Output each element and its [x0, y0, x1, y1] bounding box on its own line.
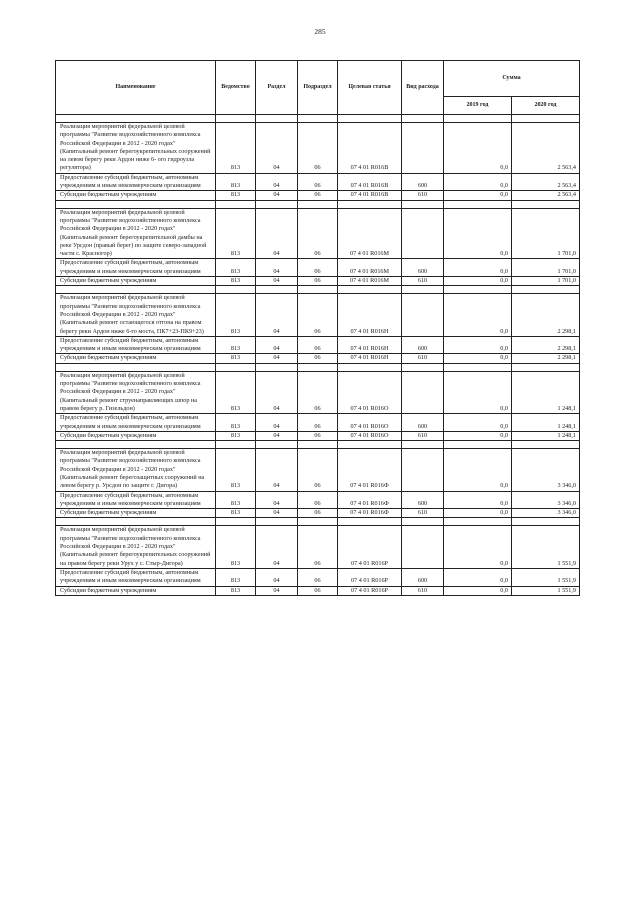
cell-2020: 2 563,4 — [512, 191, 580, 200]
spacer-cell — [56, 441, 216, 449]
cell-subsection: 06 — [298, 294, 338, 336]
table-row — [56, 294, 580, 336]
cell-2020: 1 701,0 — [512, 208, 580, 259]
table-body — [56, 115, 580, 596]
spacer-cell — [256, 115, 298, 123]
table-row — [56, 586, 580, 595]
spacer-cell — [216, 286, 256, 294]
table-row — [56, 414, 580, 432]
cell-expense-type: 600 — [402, 491, 444, 509]
cell-ministry: 813 — [216, 208, 256, 259]
header-subsection: Подраздел — [298, 61, 338, 115]
cell-section: 04 — [256, 191, 298, 200]
cell-expense-type: 610 — [402, 191, 444, 200]
cell-2019: 0,0 — [444, 449, 512, 491]
cell-ministry: 813 — [216, 354, 256, 363]
cell-target: 07 4 01 R016М — [338, 259, 402, 277]
cell-section: 04 — [256, 568, 298, 586]
cell-ministry: 813 — [216, 526, 256, 568]
cell-target: 07 4 01 R016О — [338, 371, 402, 413]
cell-2020: 3 346,0 — [512, 449, 580, 491]
cell-2019: 0,0 — [444, 259, 512, 277]
cell-name: Субсидии бюджетным учреждениям — [56, 277, 216, 286]
cell-subsection: 06 — [298, 336, 338, 354]
spacer-cell — [444, 115, 512, 123]
cell-2019: 0,0 — [444, 191, 512, 200]
cell-name: Субсидии бюджетным учреждениям — [56, 431, 216, 440]
table-header — [56, 61, 580, 115]
cell-ministry: 813 — [216, 491, 256, 509]
spacer-cell — [402, 441, 444, 449]
spacer-cell — [402, 363, 444, 371]
cell-2019: 0,0 — [444, 586, 512, 595]
cell-subsection: 06 — [298, 259, 338, 277]
cell-subsection: 06 — [298, 208, 338, 259]
spacer-row — [56, 441, 580, 449]
spacer-cell — [256, 286, 298, 294]
spacer-row — [56, 363, 580, 371]
header-section: Раздел — [256, 61, 298, 115]
spacer-cell — [298, 286, 338, 294]
cell-section: 04 — [256, 526, 298, 568]
table-row — [56, 173, 580, 191]
cell-subsection: 06 — [298, 449, 338, 491]
spacer-cell — [338, 286, 402, 294]
cell-target: 07 4 01 R016Р — [338, 586, 402, 595]
table-row — [56, 259, 580, 277]
cell-name: Предоставление субсидий бюджетным, автономным учреждениям и иным некоммерческим организациям — [56, 491, 216, 509]
cell-subsection: 06 — [298, 414, 338, 432]
cell-ministry: 813 — [216, 431, 256, 440]
cell-ministry: 813 — [216, 449, 256, 491]
cell-expense-type — [402, 371, 444, 413]
spacer-cell — [56, 200, 216, 208]
spacer-row — [56, 518, 580, 526]
cell-2020: 1 248,1 — [512, 431, 580, 440]
spacer-cell — [56, 115, 216, 123]
header-year-2020: 2020 год — [512, 97, 580, 115]
spacer-cell — [216, 200, 256, 208]
cell-target: 07 4 01 R016Ф — [338, 491, 402, 509]
spacer-cell — [512, 286, 580, 294]
cell-2019: 0,0 — [444, 491, 512, 509]
cell-2019: 0,0 — [444, 526, 512, 568]
cell-target: 07 4 01 R016Р — [338, 568, 402, 586]
cell-name: Субсидии бюджетным учреждениям — [56, 354, 216, 363]
header-year-2019: 2019 год — [444, 97, 512, 115]
cell-target: 07 4 01 R016В — [338, 123, 402, 174]
spacer-cell — [338, 441, 402, 449]
spacer-cell — [216, 115, 256, 123]
cell-name: Субсидии бюджетным учреждениям — [56, 191, 216, 200]
cell-subsection: 06 — [298, 509, 338, 518]
cell-expense-type: 610 — [402, 431, 444, 440]
cell-target: 07 4 01 R016Н — [338, 336, 402, 354]
cell-target: 07 4 01 R016Н — [338, 294, 402, 336]
spacer-cell — [256, 363, 298, 371]
cell-subsection: 06 — [298, 173, 338, 191]
spacer-cell — [444, 518, 512, 526]
cell-section: 04 — [256, 123, 298, 174]
cell-section: 04 — [256, 208, 298, 259]
cell-target: 07 4 01 R016Ф — [338, 509, 402, 518]
spacer-cell — [298, 518, 338, 526]
table-row — [56, 336, 580, 354]
spacer-cell — [512, 200, 580, 208]
cell-expense-type: 610 — [402, 277, 444, 286]
cell-subsection: 06 — [298, 568, 338, 586]
cell-2020: 2 563,4 — [512, 173, 580, 191]
cell-2020: 1 701,0 — [512, 277, 580, 286]
table-row — [56, 371, 580, 413]
table-row — [56, 123, 580, 174]
cell-subsection: 06 — [298, 123, 338, 174]
cell-2019: 0,0 — [444, 123, 512, 174]
page-number: 285 — [314, 27, 326, 36]
spacer-cell — [512, 115, 580, 123]
cell-2020: 3 346,0 — [512, 491, 580, 509]
cell-section: 04 — [256, 491, 298, 509]
table-row — [56, 509, 580, 518]
cell-2020: 2 298,1 — [512, 354, 580, 363]
header-ministry: Ведомство — [216, 61, 256, 115]
spacer-cell — [56, 286, 216, 294]
cell-2019: 0,0 — [444, 277, 512, 286]
spacer-cell — [338, 363, 402, 371]
cell-section: 04 — [256, 354, 298, 363]
cell-section: 04 — [256, 173, 298, 191]
spacer-cell — [444, 441, 512, 449]
spacer-row — [56, 200, 580, 208]
spacer-cell — [402, 286, 444, 294]
cell-expense-type — [402, 294, 444, 336]
cell-ministry: 813 — [216, 568, 256, 586]
spacer-row — [56, 115, 580, 123]
table-row — [56, 491, 580, 509]
cell-name: Предоставление субсидий бюджетным, автономным учреждениям и иным некоммерческим организациям — [56, 336, 216, 354]
spacer-cell — [338, 200, 402, 208]
cell-name: Предоставление субсидий бюджетным, автономным учреждениям и иным некоммерческим организациям — [56, 414, 216, 432]
cell-expense-type — [402, 449, 444, 491]
header-target: Целевая статья — [338, 61, 402, 115]
table-row — [56, 208, 580, 259]
cell-section: 04 — [256, 431, 298, 440]
cell-2020: 1 551,9 — [512, 568, 580, 586]
cell-2020: 1 551,9 — [512, 526, 580, 568]
cell-ministry: 813 — [216, 414, 256, 432]
cell-ministry: 813 — [216, 173, 256, 191]
spacer-cell — [338, 518, 402, 526]
cell-2019: 0,0 — [444, 371, 512, 413]
cell-2020: 1 248,1 — [512, 414, 580, 432]
spacer-cell — [444, 363, 512, 371]
cell-subsection: 06 — [298, 491, 338, 509]
cell-2020: 2 563,4 — [512, 123, 580, 174]
cell-target: 07 4 01 R016В — [338, 191, 402, 200]
cell-section: 04 — [256, 336, 298, 354]
cell-subsection: 06 — [298, 526, 338, 568]
cell-section: 04 — [256, 277, 298, 286]
cell-name: Реализация мероприятий федеральной целевой программы "Развитие водохозяйственного комплекса Российской Федерации в 2012 - 2020 годах" (Капитальный ремонт берегоукрепительных сооружений на левом берегу реки Ардон ниже 6- ого гидроузла регулятора) — [56, 123, 216, 174]
table-row — [56, 449, 580, 491]
cell-ministry: 813 — [216, 191, 256, 200]
spacer-cell — [402, 200, 444, 208]
cell-section: 04 — [256, 414, 298, 432]
cell-target: 07 4 01 R016О — [338, 414, 402, 432]
budget-table — [55, 60, 580, 596]
cell-2020: 1 701,0 — [512, 259, 580, 277]
spacer-cell — [512, 363, 580, 371]
cell-subsection: 06 — [298, 354, 338, 363]
cell-name: Предоставление субсидий бюджетным, автономным учреждениям и иным некоммерческим организациям — [56, 173, 216, 191]
cell-section: 04 — [256, 294, 298, 336]
cell-2019: 0,0 — [444, 294, 512, 336]
cell-2019: 0,0 — [444, 431, 512, 440]
cell-ministry: 813 — [216, 371, 256, 413]
cell-subsection: 06 — [298, 371, 338, 413]
cell-ministry: 813 — [216, 294, 256, 336]
cell-ministry: 813 — [216, 586, 256, 595]
header-sum: Сумма — [444, 61, 580, 97]
cell-ministry: 813 — [216, 259, 256, 277]
spacer-cell — [256, 518, 298, 526]
cell-2020: 2 298,1 — [512, 336, 580, 354]
cell-ministry: 813 — [216, 123, 256, 174]
cell-expense-type: 600 — [402, 336, 444, 354]
spacer-cell — [402, 518, 444, 526]
cell-target: 07 4 01 R016Н — [338, 354, 402, 363]
table-row — [56, 277, 580, 286]
header-name: Наименование — [56, 61, 216, 115]
cell-expense-type: 600 — [402, 414, 444, 432]
spacer-cell — [298, 363, 338, 371]
cell-expense-type: 610 — [402, 354, 444, 363]
cell-ministry: 813 — [216, 277, 256, 286]
cell-2019: 0,0 — [444, 173, 512, 191]
table-row — [56, 354, 580, 363]
cell-expense-type: 600 — [402, 173, 444, 191]
spacer-cell — [256, 200, 298, 208]
cell-section: 04 — [256, 449, 298, 491]
cell-section: 04 — [256, 509, 298, 518]
spacer-cell — [216, 518, 256, 526]
cell-expense-type: 610 — [402, 509, 444, 518]
cell-name: Реализация мероприятий федеральной целевой программы "Развитие водохозяйственного комплекса Российской Федерации в 2012 - 2020 годах" (Капитальный ремонт берегоукрепительной дамбы на реке Урсдон (правый берег) по защите северо-западной части с. Красногор) — [56, 208, 216, 259]
cell-ministry: 813 — [216, 509, 256, 518]
cell-section: 04 — [256, 586, 298, 595]
cell-expense-type: 600 — [402, 259, 444, 277]
header-expense-type: Вид расхода — [402, 61, 444, 115]
cell-2020: 2 298,1 — [512, 294, 580, 336]
cell-2019: 0,0 — [444, 336, 512, 354]
cell-expense-type — [402, 208, 444, 259]
cell-target: 07 4 01 R016О — [338, 431, 402, 440]
cell-target: 07 4 01 R016М — [338, 208, 402, 259]
spacer-cell — [256, 441, 298, 449]
table-row — [56, 568, 580, 586]
spacer-row — [56, 286, 580, 294]
cell-section: 04 — [256, 371, 298, 413]
spacer-cell — [338, 115, 402, 123]
table-row — [56, 431, 580, 440]
spacer-cell — [298, 441, 338, 449]
cell-2020: 3 346,0 — [512, 509, 580, 518]
cell-expense-type — [402, 526, 444, 568]
cell-2019: 0,0 — [444, 208, 512, 259]
spacer-cell — [298, 115, 338, 123]
cell-name: Реализация мероприятий федеральной целевой программы "Развитие водохозяйственного комплекса Российской Федерации в 2012 - 2020 годах" (Капитальный ремонт остающегося отгона на правом берегу реки Ардон ниже 6-го моста, ПК7+23-ПК9+23) — [56, 294, 216, 336]
cell-2019: 0,0 — [444, 568, 512, 586]
cell-expense-type: 600 — [402, 568, 444, 586]
cell-name: Субсидии бюджетным учреждениям — [56, 586, 216, 595]
cell-2019: 0,0 — [444, 354, 512, 363]
cell-2020: 1 248,1 — [512, 371, 580, 413]
table-row — [56, 191, 580, 200]
table-row — [56, 526, 580, 568]
cell-target: 07 4 01 R016Ф — [338, 449, 402, 491]
spacer-cell — [56, 518, 216, 526]
cell-name: Реализация мероприятий федеральной целевой программы "Развитие водохозяйственного комплекса Российской Федерации в 2012 - 2020 годах" (Капитальный ремонт берегоукрепительных сооружений на правом берегу реки Урух у с. Стыр-Дигора) — [56, 526, 216, 568]
spacer-cell — [444, 200, 512, 208]
spacer-cell — [444, 286, 512, 294]
cell-2020: 1 551,9 — [512, 586, 580, 595]
cell-section: 04 — [256, 259, 298, 277]
cell-target: 07 4 01 R016Р — [338, 526, 402, 568]
cell-ministry: 813 — [216, 336, 256, 354]
cell-subsection: 06 — [298, 586, 338, 595]
cell-name: Реализация мероприятий федеральной целевой программы "Развитие водохозяйственного комплекса Российской Федерации в 2012 - 2020 годах" (Капитальный ремонт берегозащитных сооружений на левом берегу р. Урсдон по защите г. Дигора) — [56, 449, 216, 491]
cell-name: Предоставление субсидий бюджетным, автономным учреждениям и иным некоммерческим организациям — [56, 259, 216, 277]
cell-name: Предоставление субсидий бюджетным, автономным учреждениям и иным некоммерческим организациям — [56, 568, 216, 586]
spacer-cell — [56, 363, 216, 371]
cell-2019: 0,0 — [444, 414, 512, 432]
cell-subsection: 06 — [298, 431, 338, 440]
cell-expense-type: 610 — [402, 586, 444, 595]
cell-expense-type — [402, 123, 444, 174]
cell-target: 07 4 01 R016М — [338, 277, 402, 286]
spacer-cell — [298, 200, 338, 208]
cell-name: Субсидии бюджетным учреждениям — [56, 509, 216, 518]
cell-2019: 0,0 — [444, 509, 512, 518]
spacer-cell — [216, 363, 256, 371]
cell-name: Реализация мероприятий федеральной целевой программы "Развитие водохозяйственного комплекса Российской Федерации в 2012 - 2020 годах" (Капитальный ремонт струенаправляющих шпор на правом берегу р. Гизельдон) — [56, 371, 216, 413]
spacer-cell — [402, 115, 444, 123]
cell-target: 07 4 01 R016В — [338, 173, 402, 191]
spacer-cell — [216, 441, 256, 449]
spacer-cell — [512, 518, 580, 526]
cell-subsection: 06 — [298, 277, 338, 286]
spacer-cell — [512, 441, 580, 449]
cell-subsection: 06 — [298, 191, 338, 200]
